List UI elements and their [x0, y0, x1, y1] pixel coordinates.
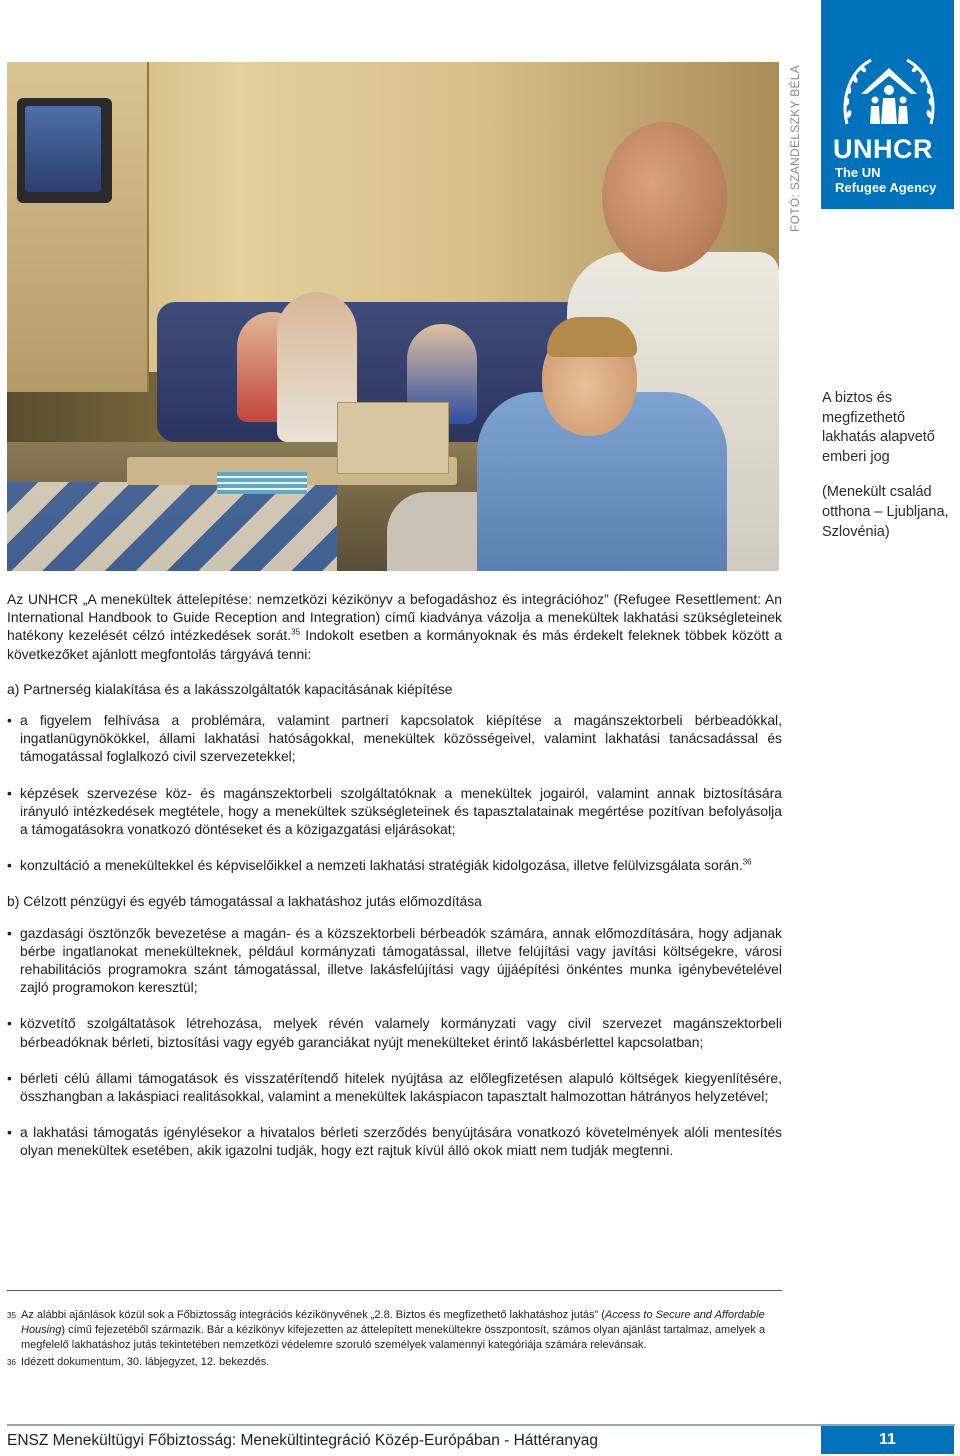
list-item: • a lakhatási támogatás igénylésekor a hivatalos bérleti szerződés benyújtására vonatkozó követelmények alóli mentesítés olyan menekültek esetében, akik igazolni tudják, hogy ezt rajtuk kívül álló okok miatt nem tudják megtenni.: [7, 1124, 782, 1159]
unhcr-wordmark: UNHCR: [833, 134, 933, 164]
list-item: • közvetítő szolgáltatások létrehozása, melyek révén valamely kormányzati vagy civil szervezet magánszektorbeli bérbeadóknak bérleti, biztosítási vagy egyéb garanciákat nyújt menekülteket érintő lakásbérlettel kapcsolatban;: [7, 1015, 782, 1050]
bullet-icon: •: [7, 712, 12, 729]
caption-location: (Menekült család otthona – Ljubljana, Szlovénia): [822, 484, 949, 540]
footer-divider: [7, 1424, 955, 1426]
intro-text-cont: Indokolt esetben a kormányoknak és más érdekelt feleknek többek között a következőket ajánlott megfontolás tárgyává tenni:: [7, 627, 782, 662]
photo-box: [337, 402, 449, 474]
footer-title: ENSZ Menekültügyi Főbiztosság: Menekültintegráció Közép-Európában - Háttéranyag: [7, 1432, 599, 1449]
photo-man-head: [602, 122, 727, 272]
bullet-icon: •: [7, 857, 12, 874]
intro-text: Az UNHCR „A menekültek áttelepítése: nemzetközi kézikönyv a befogadáshoz és integrációhoz” (Refugee Resettlement: An International Handbook to Guide Reception and Integration) című kiadványa vázolja a menekültek lakhatási szükségleteinek hatékony kezelését célzó intézkedések sorát.: [7, 591, 782, 644]
photo-rug: [7, 482, 337, 571]
footnote-ref-35[interactable]: 35: [291, 627, 301, 637]
list-item: • konzultáció a menekültekkel és képviselőikkel a nemzeti lakhatási stratégiák kidolgozása, illetve felülvizsgálata során.$^{36}$: [7, 857, 752, 874]
footnote-divider: [7, 1290, 782, 1291]
footnote-35: 35 Az alábbi ajánlások közül sok a Főbiztosság integrációs kézikönyvének „2.8. Biztos és megfizethető lakhatáshoz jutás” (Access to Secure and Affordable Housing) című fejezetéből származik. Bár a kézikönyv kifejezetten az áttelepített menekültekre összpontosít, számos olyan ajánlást tartalmaz, amelyek a megfelelő lakhatáshoz jutás tekintetében nemzetközi védelemre szoruló személyek valamennyi kategóriája számára relevánsak.: [7, 1309, 766, 1351]
main-text: [7, 590, 782, 1178]
list-item: • a figyelem felhívása a problémára, valamint partneri kapcsolatok kiépítése a magánszektorbeli bérbeadókkal, ingatlanügynökökkel, állami lakhatási hatóságokkal, menekültek közösségeivel, valamint lakhatási tanácsadással és támogatással foglalkozó civil szervezetekkel;: [7, 712, 782, 765]
section-a-list: [7, 711, 782, 874]
bullet-icon: •: [7, 1124, 12, 1141]
family-photo: [7, 62, 779, 571]
unhcr-tagline-line1: The UN: [835, 165, 881, 180]
photo-caption: [822, 389, 957, 558]
section-b-list: [7, 924, 782, 1160]
footnote-ref-36[interactable]: 36: [742, 857, 752, 867]
list-item: • bérleti célú állami támogatások és visszatérítendő hitelek nyújtása az előlegfizetésen alapuló költségek kiegyenlítésére, összhangban a lakáspiaci realitásokkal, valamint a menekültek lakáspiacon tapasztalt halmozottan hátrányos helyzetével;: [7, 1069, 782, 1105]
bullet-icon: •: [7, 1015, 12, 1032]
bullet-icon: •: [7, 784, 12, 801]
unhcr-emblem-icon: [839, 54, 939, 132]
list-item: • képzések szervezése köz- és magánszektorbeli szolgáltatóknak a menekültek jogairól, valamint annak biztosítására irányuló intézkedések megtétele, hogy a menekültek szükségleteinek és tapasztalatainak megértése pozitívan befolyásolja a támogatásokra vonatkozó döntéseket és a közigazgatási eljárásokat;: [7, 784, 782, 838]
intro-paragraph: [7, 590, 782, 663]
photo-television-screen: [25, 106, 101, 192]
list-item: • gazdasági ösztönzők bevezetése a magán- és a közszektorbeli bérbeadók számára, annak előmozdítására, hogy adjanak bérbe ingatlanokat menekülteknek, például kormányzati támogatással, illetve felújítási vagy javítási költségekre, városi rehabilitációs programokra szánt támogatással, illetve lakásfelújítási vagy újjáépítési önkéntes munka igénybevételével zajló programokon keresztül;: [7, 924, 782, 996]
bullet-icon: •: [7, 924, 12, 941]
footnote-title-italic: Access to Secure and Affordable Housing: [21, 1309, 765, 1336]
unhcr-logo: [821, 0, 954, 209]
footnotes: [7, 1308, 767, 1372]
caption-title: A biztos és megfizethető lakhatás alapvető emberi jog: [822, 390, 935, 465]
section-b-heading: b) Célzott pénzügyi és egyéb támogatással a lakhatáshoz jutás előmozdítása: [7, 893, 482, 910]
bullet-icon: •: [7, 1069, 12, 1086]
unhcr-tagline-line2: Refugee Agency: [835, 180, 937, 195]
photo-credit: FOTÓ: SZANDELSZKY BÉLA: [788, 64, 802, 232]
section-a-heading: a) Partnerség kialakítása és a lakásszolgáltatók kapacitásának kiépítése: [7, 680, 453, 697]
photo-boy-hair: [547, 317, 637, 357]
footnote-36: 36 Idézett dokumentum, 30. lábjegyzet, 12. bekezdés.: [7, 1356, 270, 1368]
photo-books: [217, 472, 307, 494]
footnote-number: 36: [7, 1358, 16, 1367]
page-number: 11: [821, 1426, 954, 1454]
footnote-number: 35: [7, 1311, 16, 1320]
